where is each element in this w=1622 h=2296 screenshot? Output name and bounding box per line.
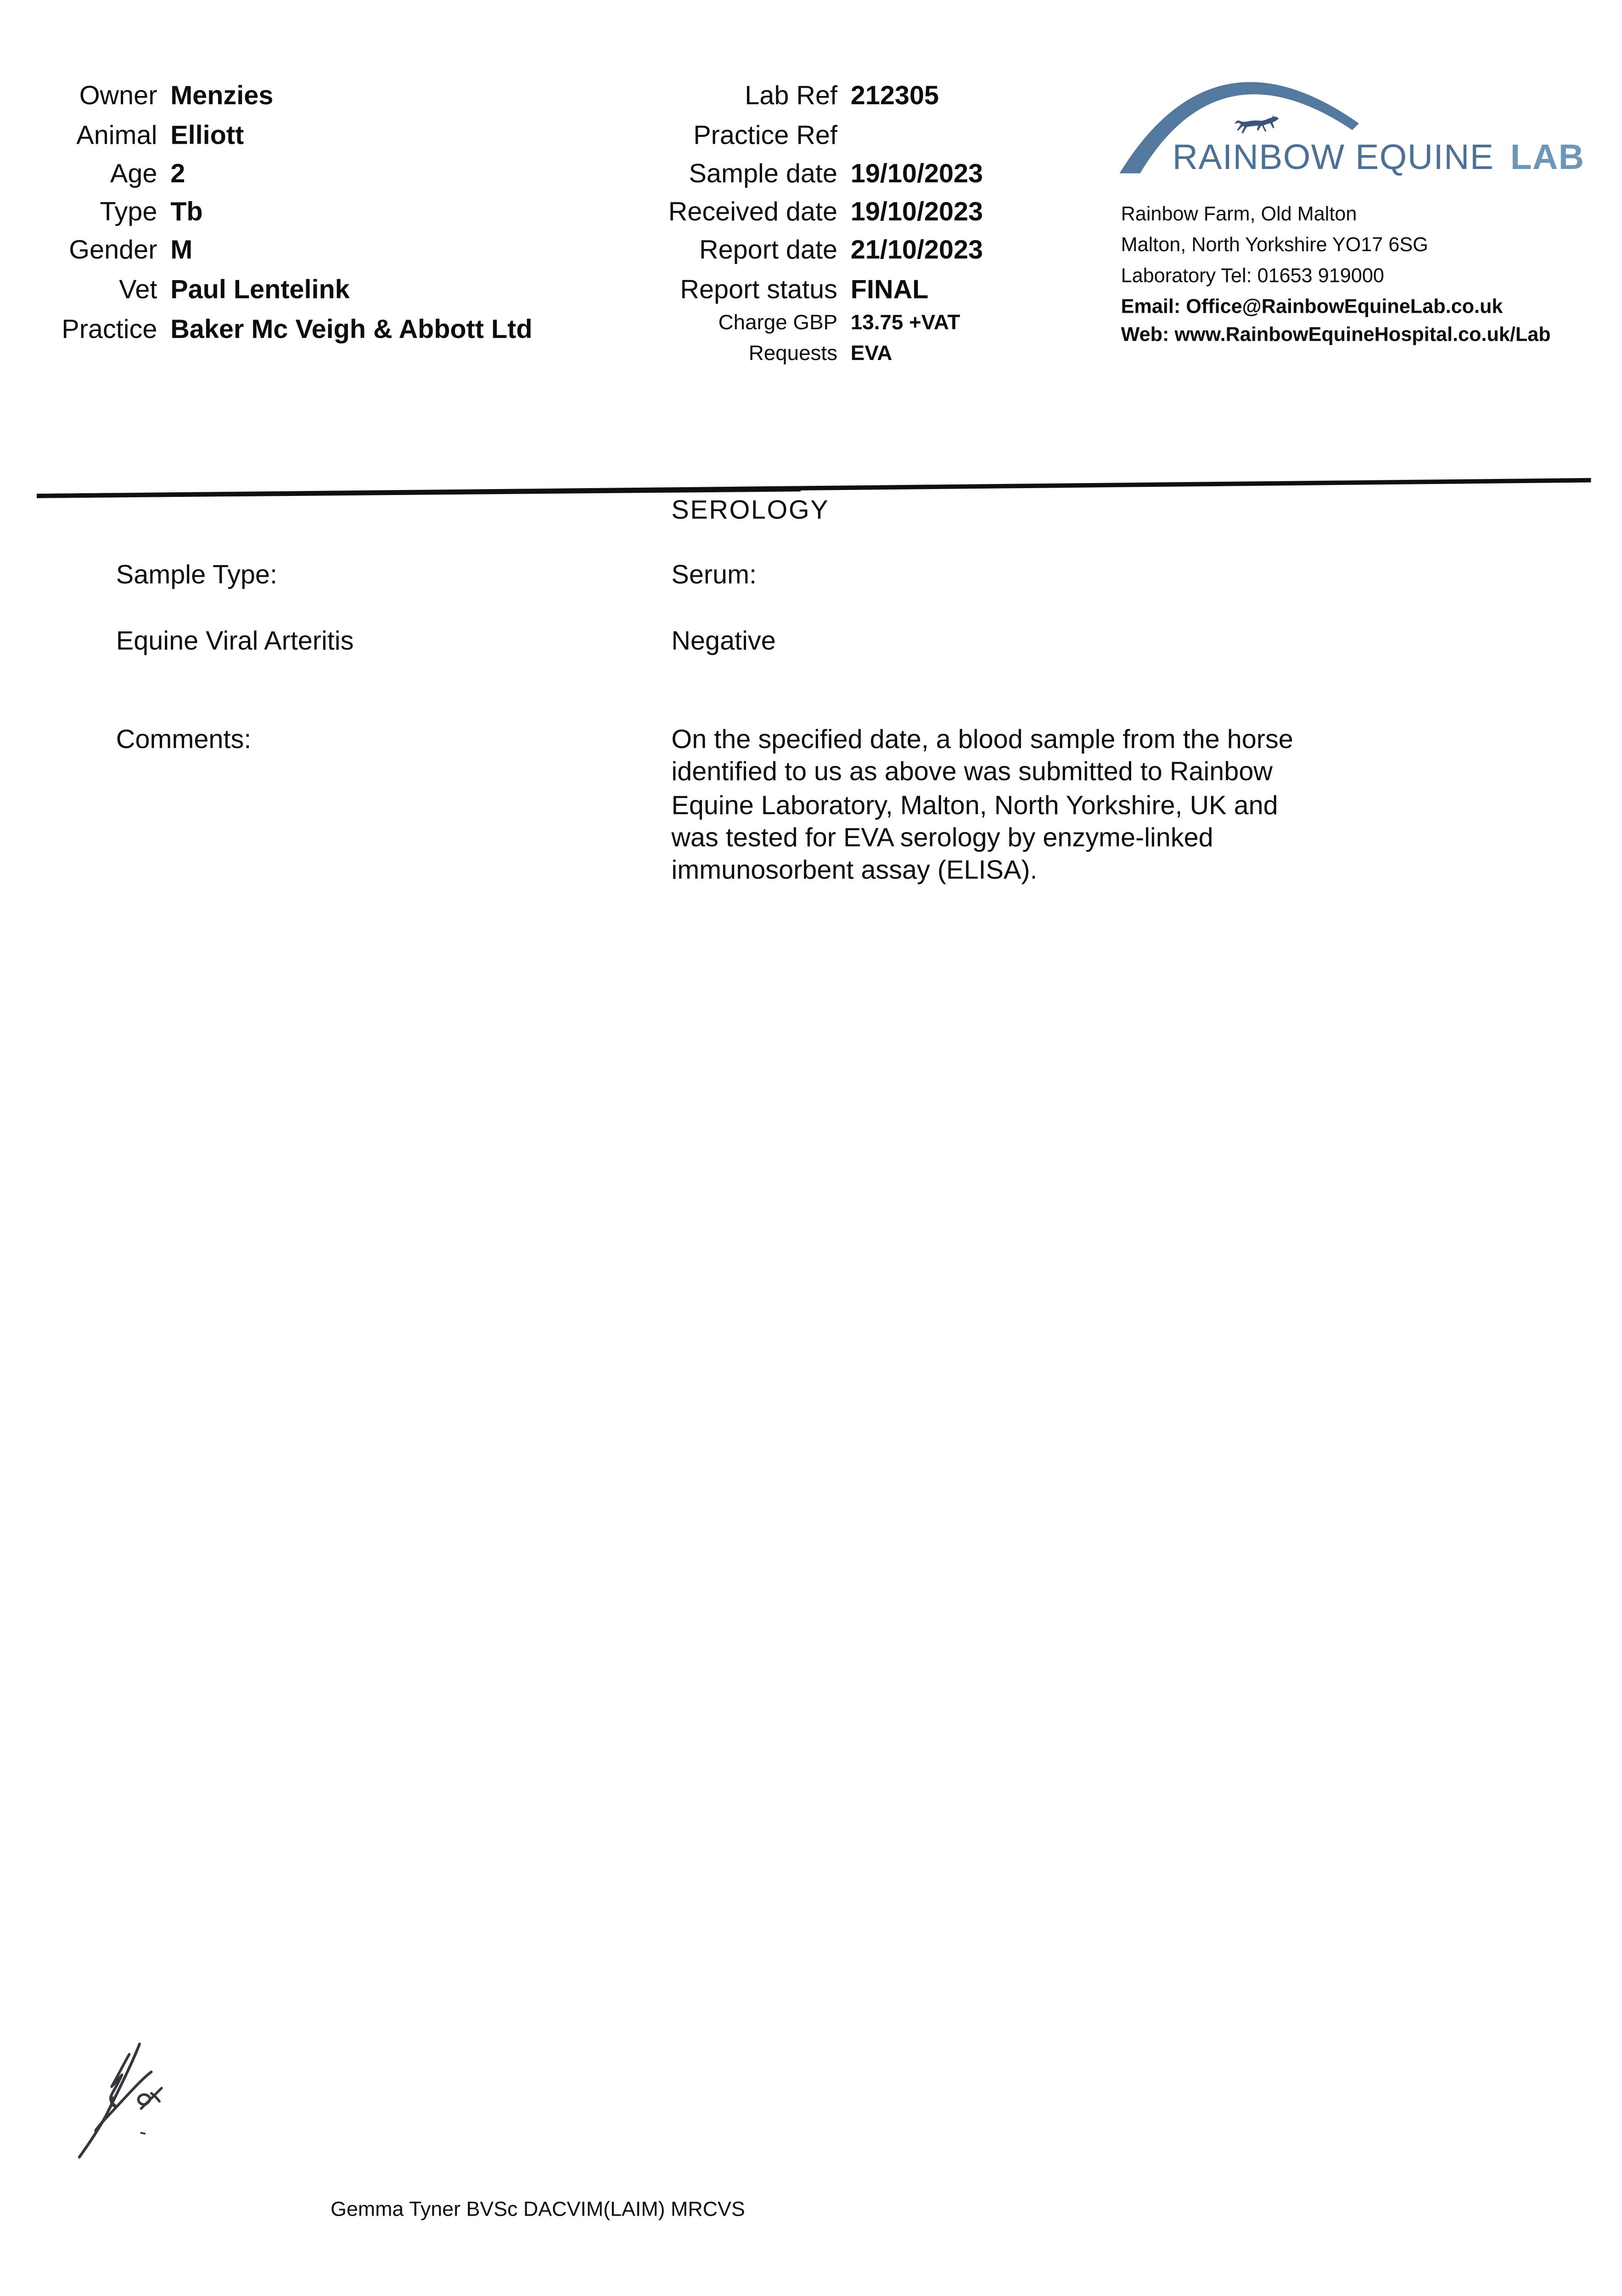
requests-value: EVA xyxy=(850,342,892,366)
sampledate-value: 19/10/2023 xyxy=(850,158,983,188)
labref-label: Lab Ref xyxy=(745,81,837,110)
charge-value: 13.75 +VAT xyxy=(850,311,960,335)
reportstatus-label: Report status xyxy=(680,275,837,304)
age-label: Age xyxy=(110,158,157,188)
reportdate-label: Report date xyxy=(699,235,837,264)
gender-label: Gender xyxy=(69,235,157,264)
lab-email: Email: Office@RainbowEquineLab.co.uk xyxy=(1121,295,1503,318)
horse-icon xyxy=(1235,115,1279,133)
sampledate-label: Sample date xyxy=(689,158,837,188)
requests-label: Requests xyxy=(748,342,837,366)
section-title: SEROLOGY xyxy=(671,495,830,525)
test-result: Negative xyxy=(671,626,776,656)
lab-address xyxy=(1121,200,1428,292)
practice-value: Baker Mc Veigh & Abbott Ltd xyxy=(170,314,533,344)
practice-label: Practice xyxy=(62,314,157,344)
lab-web: Web: www.RainbowEquineHospital.co.uk/Lab xyxy=(1121,324,1551,346)
type-value: Tb xyxy=(170,197,203,226)
comment-line-1: On the specified date, a blood sample from the horse xyxy=(671,724,1293,754)
comment-line-4: was tested for EVA serology by enzyme-linked xyxy=(671,822,1213,852)
animal-value: Elliott xyxy=(170,120,244,150)
charge-label: Charge GBP xyxy=(718,311,837,335)
sample-type-value: Serum: xyxy=(671,560,757,590)
signatory-name: Gemma Tyner BVSc DACVIM(LAIM) MRCVS xyxy=(331,2197,745,2221)
vet-label: Vet xyxy=(119,275,157,304)
comment-line-2: identified to us as above was submitted to Rainbow xyxy=(671,757,1273,787)
receiveddate-label: Received date xyxy=(668,197,837,226)
owner-label: Owner xyxy=(79,81,157,110)
signature-main-stroke xyxy=(79,2044,140,2157)
reportstatus-value: FINAL xyxy=(850,275,929,304)
comment-line-3: Equine Laboratory, Malton, North Yorkshire, UK and xyxy=(671,790,1278,820)
comments-label: Comments: xyxy=(116,724,252,754)
test-name: Equine Viral Arteritis xyxy=(116,626,354,656)
logo-name-regular: RAINBOW EQUINE xyxy=(1172,138,1494,178)
address-line-3: Laboratory Tel: 01653 919000 xyxy=(1121,264,1384,286)
signature-ink-dot xyxy=(141,2133,145,2134)
owner-value: Menzies xyxy=(170,81,274,110)
address-line-1: Rainbow Farm, Old Malton xyxy=(1121,203,1357,225)
animal-label: Animal xyxy=(76,120,157,150)
practiceref-label: Practice Ref xyxy=(693,120,837,150)
signature-flourish-loop xyxy=(138,2094,150,2105)
reportdate-value: 21/10/2023 xyxy=(850,235,983,264)
signature-icon xyxy=(76,2040,170,2169)
address-line-2: Malton, North Yorkshire YO17 6SG xyxy=(1121,233,1428,256)
receiveddate-value: 19/10/2023 xyxy=(850,197,983,226)
comments-paragraph xyxy=(671,723,1293,887)
vet-value: Paul Lentelink xyxy=(170,275,350,304)
sample-type-label: Sample Type: xyxy=(116,560,277,590)
type-label: Type xyxy=(100,197,157,226)
age-value: 2 xyxy=(170,158,185,188)
gender-value: M xyxy=(170,235,193,264)
comment-line-5: immunosorbent assay (ELISA). xyxy=(671,855,1038,885)
labref-value: 212305 xyxy=(850,81,939,110)
lab-contact-bold xyxy=(1121,293,1551,349)
logo-name-bold: LAB xyxy=(1510,138,1585,178)
logo-wordmark xyxy=(1173,140,1585,178)
